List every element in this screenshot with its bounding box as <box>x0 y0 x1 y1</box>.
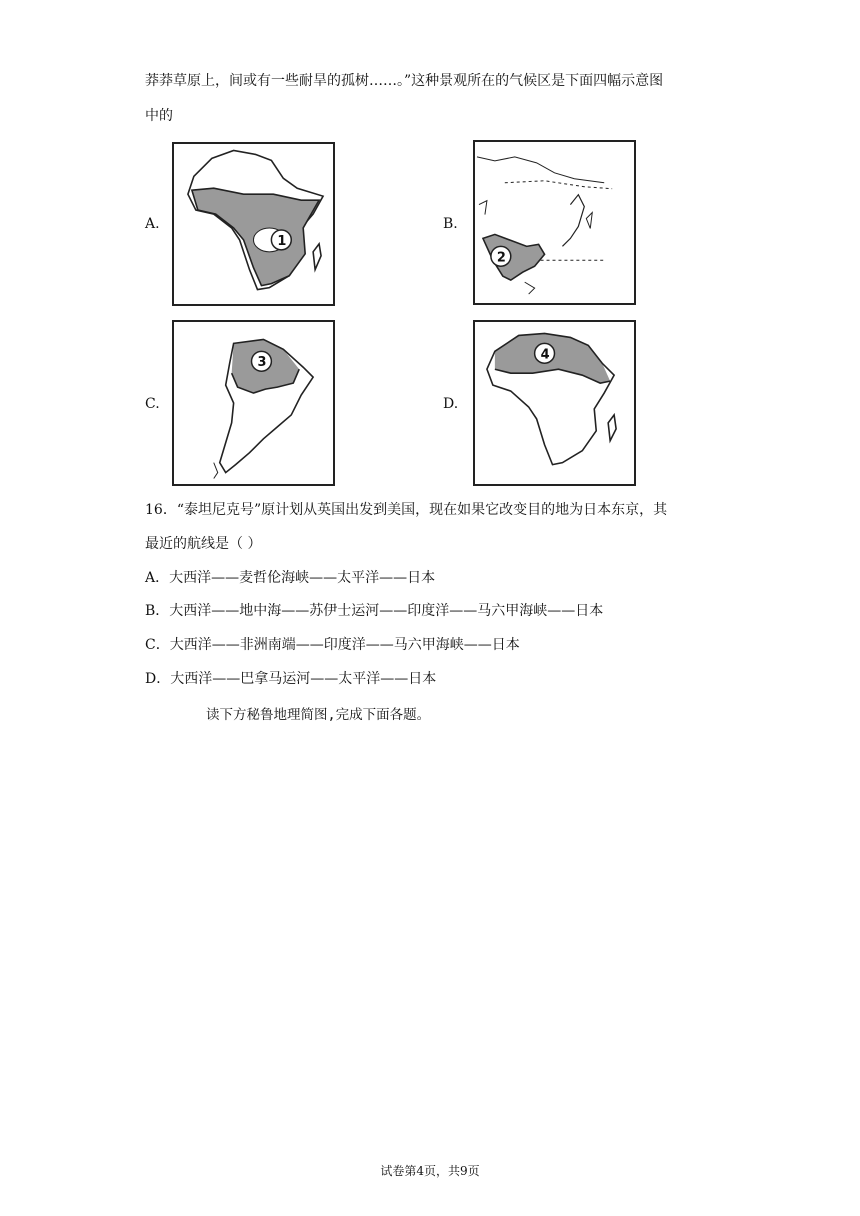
option-b-label: B. <box>443 216 458 232</box>
marker-3: 3 <box>257 355 267 371</box>
question-16-option-d[interactable]: D．大西洋——巴拿马运河——太平洋——日本 <box>145 671 437 687</box>
page-footer: 试卷第4页，共9页 <box>380 1164 480 1178</box>
asia-monsoon-map-icon <box>475 142 634 303</box>
map-c[interactable] <box>172 320 335 486</box>
question-16-option-b[interactable]: B．大西洋——地中海——苏伊士运河——印度洋——马六甲海峡——日本 <box>145 603 604 619</box>
south-america-map-icon <box>174 322 333 484</box>
option-c-label: C. <box>145 396 160 412</box>
marker-1: 1 <box>277 233 287 249</box>
marker-2: 2 <box>496 250 506 266</box>
instruction-text: 读下方秘鲁地理简图,完成下面各题。 <box>206 707 431 723</box>
question-text-line-1: 莽莽草原上，间或有一些耐旱的孤树……。”这种景观所在的气候区是下面四幅示意图 <box>145 73 664 89</box>
option-a-label: A. <box>145 216 160 232</box>
africa-savanna-map-icon <box>174 144 333 304</box>
map-b[interactable] <box>473 140 636 305</box>
question-text-line-2: 中的 <box>145 108 173 124</box>
map-a[interactable] <box>172 142 335 306</box>
marker-4: 4 <box>540 347 550 363</box>
question-16-option-a[interactable]: A．大西洋——麦哲伦海峡——太平洋——日本 <box>145 570 436 586</box>
question-16-option-c[interactable]: C．大西洋——非洲南端——印度洋——马六甲海峡——日本 <box>145 637 520 653</box>
map-d[interactable] <box>473 320 636 486</box>
option-d-label: D. <box>443 396 459 412</box>
question-16-stem-line-1: 16．“泰坦尼克号”原计划从英国出发到美国，现在如果它改变目的地为日本东京，其 <box>145 502 668 518</box>
question-16-stem-line-2: 最近的航线是（ ） <box>145 536 262 552</box>
africa-desert-map-icon <box>475 322 634 484</box>
